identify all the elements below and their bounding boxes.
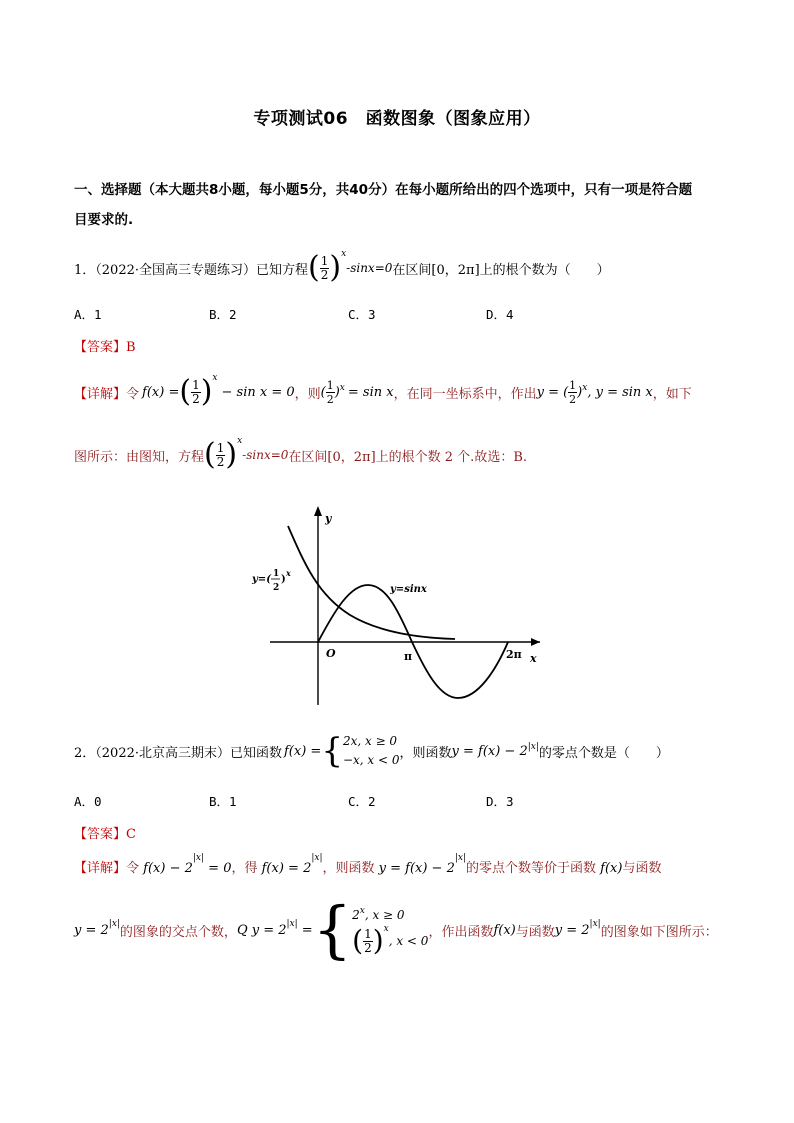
q2-answer-label: 【答案】 <box>74 827 127 842</box>
q2-detail-line2: y = 2 |x| 的图象的交点个数， Q y = 2 |x| = { 2$^x$, x ≥ 0 ( $\frac{1}{2}$ ) x , x < 0 ，作出函数 f(x) 与函数 y = 2 |x| 的图象如下图所示： <box>74 893 718 966</box>
q1-answer <box>74 336 136 355</box>
svg-text:x: x <box>286 568 291 578</box>
exp-curve-label <box>251 568 291 593</box>
svg-text:1: 1 <box>273 569 280 579</box>
q2-option-d[interactable]: D．3 <box>486 794 514 809</box>
q2-answer-value: C <box>126 827 136 842</box>
x-axis-label: x <box>530 652 537 665</box>
q2-piecewise-2x: 2$^x$, x ≥ 0 ( $\frac{1}{2}$ ) x , x < 0 <box>352 906 429 957</box>
q1-option-d[interactable]: D．4 <box>486 307 514 322</box>
q1-fraction: $\frac{1}{2}$ <box>320 253 329 282</box>
q1-answer-label: 【答案】 <box>74 340 127 355</box>
q2-stem: 2．（2022·北京高三期末）已知函数 f(x) = { 2x, x ≥ 0 −x, x < 0 ，则函数 y = f(x) − 2 |x| 的零点个数是（ ） <box>74 731 669 771</box>
y-axis-label: y <box>325 512 332 525</box>
sin-curve-label: y=sinx <box>390 584 427 595</box>
q1-option-b[interactable]: B．2 <box>209 307 237 322</box>
q2-option-c[interactable]: C．2 <box>348 794 376 809</box>
q2-piecewise: 2x, x ≥ 0 −x, x < 0 <box>342 734 400 767</box>
svg-text:y=(: y=( <box>252 574 271 585</box>
q1-equation: -sinx=0 <box>346 261 393 275</box>
svg-text:2: 2 <box>273 583 280 593</box>
q1-suffix: 在区间[0，2π]上的根个数为（ ） <box>392 262 610 278</box>
q2-answer <box>74 823 136 842</box>
two-pi-label: 2π <box>506 648 522 661</box>
function-graph <box>250 500 550 710</box>
origin-label: O <box>326 647 336 660</box>
x-axis-arrow-icon <box>531 638 540 646</box>
q1-detail-line1: 【详解】 令 f(x) = ( $\frac{1}{2}$ ) x − sin x = 0 ，则 ( $\frac{1}{2}$ ) x = sin x ，在同一坐标系中，作出 y = ( $\frac{1}{2}$ ) x , y = sin x ，如下 <box>74 373 692 409</box>
page-title: 专项测试06 函数图象（图象应用） <box>253 109 541 129</box>
exponential-curve <box>288 526 455 639</box>
q1-stem: 1．（2022·全国高三专题练习）已知方程 ( $\frac{1}{2}$ ) x -sinx=0 在区间[0，2π]上的根个数为（ ） <box>74 249 610 285</box>
q1-answer-value: B <box>126 340 136 355</box>
section-heading-line2: 目要求的. <box>74 212 134 228</box>
pi-label: π <box>404 650 413 663</box>
section-heading-line1: 一、选择题（本大题共8小题，每小题5分，共40分）在每小题所给出的四个选项中，只有一项是符合题 <box>74 182 693 198</box>
svg-text:): ) <box>281 574 286 585</box>
q2-detail-line1: 【详解】令 $f(x) - 2^{|x|} = 0$，得 $f(x) = 2^{|x|}$，则函数 $y = f(x) - 2^{|x|}$的零点个数等价于函数 f(x)与函数 <box>74 853 662 876</box>
q1-detail-line2: 图所示：由图知，方程 ( $\frac{1}{2}$ ) x -sinx=0 在区间[0，2π]上的根个数 2 个.故选：B. <box>74 436 528 472</box>
q1-option-a[interactable]: A．1 <box>74 307 102 322</box>
q2-option-a[interactable]: A．0 <box>74 794 102 809</box>
q1-prefix: 1．（2022·全国高三专题练习）已知方程 <box>74 262 308 278</box>
q2-option-b[interactable]: B．1 <box>209 794 237 809</box>
y-axis-arrow-icon <box>314 506 322 516</box>
q1-detail-label: 【详解】 <box>74 386 127 402</box>
q1-option-c[interactable]: C．3 <box>348 307 376 322</box>
